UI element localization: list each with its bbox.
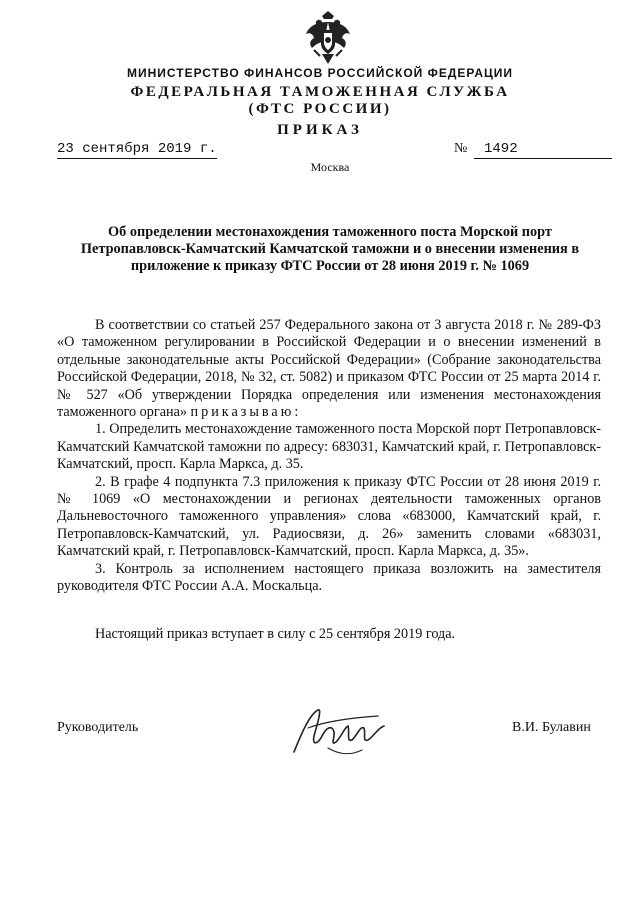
preamble-text: В соответствии со статьей 257 Федерального закона от 3 августа 2018 г. № 289-ФЗ «О таможенном регулировании в Российской Федерации и о внесении изменений в отдельные законодательные акты Российской Федерации» (Собрание законодательства Российской Федерации, 2018, № 32, ст. 5082) и приказом ФТС России от 25 марта 2014 г. № 527 «Об утверждении Порядка определения или изменения местонахождения таможенного органа»	[57, 317, 601, 421]
order-body	[57, 317, 601, 643]
signatory-name: В.И. Булавин	[512, 720, 591, 735]
service-name: ФЕДЕРАЛЬНАЯ ТАМОЖЕННАЯ СЛУЖБА	[130, 84, 510, 100]
order-city: Москва	[310, 160, 350, 174]
ministry-name: МИНИСТЕРСТВО ФИНАНСОВ РОССИЙСКОЙ ФЕДЕРАЦИИ	[126, 66, 514, 80]
item-1: 1. Определить местонахождение таможенного поста Морской порт Петропавловск-Камчатский Камчатской таможни по адресу: 683031, Камчатский край, г. Петропавловск-Камчатский, просп. Карла Маркса, д. 35.	[57, 421, 601, 473]
order-date: 23 сентября 2019 г.	[57, 141, 217, 157]
service-short-name: (ФТС РОССИИ)	[248, 101, 392, 117]
item-3: 3. Контроль за исполнением настоящего приказа возложить на заместителя руководителя ФТС России А.А. Москальца.	[57, 560, 601, 595]
emblem-icon	[304, 10, 352, 66]
decree-word: приказываю:	[190, 404, 302, 421]
preamble-paragraph	[57, 317, 601, 421]
item-2: 2. В графе 4 подпункта 7.3 приложения к приказу ФТС России от 28 июня 2019 г. № 1069 «О местонахождении и регионах деятельности таможенных органов Дальневосточного таможенного управления» слова «683000, Камчатский край, г. Петропавловск-Камчатский, ул. Радиосвязи, д. 26» заменить словами «683031, Камчатский край, г. Петропавловск-Камчатский, просп. Карла Маркса, д. 35».	[57, 473, 601, 560]
handwritten-signature	[288, 702, 400, 764]
order-number: 1492	[474, 141, 612, 159]
order-number-label: №	[454, 141, 468, 156]
order-title: Об определении местонахождения таможенного поста Морской порт Петропавловск-Камчатский Камчатской таможни и о внесении изменения в приложение к приказу ФТС России от 28 июня 2019 г. № 1069	[80, 224, 580, 274]
effective-date-paragraph: Настоящий приказ вступает в силу с 25 сентября 2019 года.	[95, 625, 456, 642]
signatory-position: Руководитель	[57, 720, 139, 735]
document-type: ПРИКАЗ	[277, 122, 363, 138]
